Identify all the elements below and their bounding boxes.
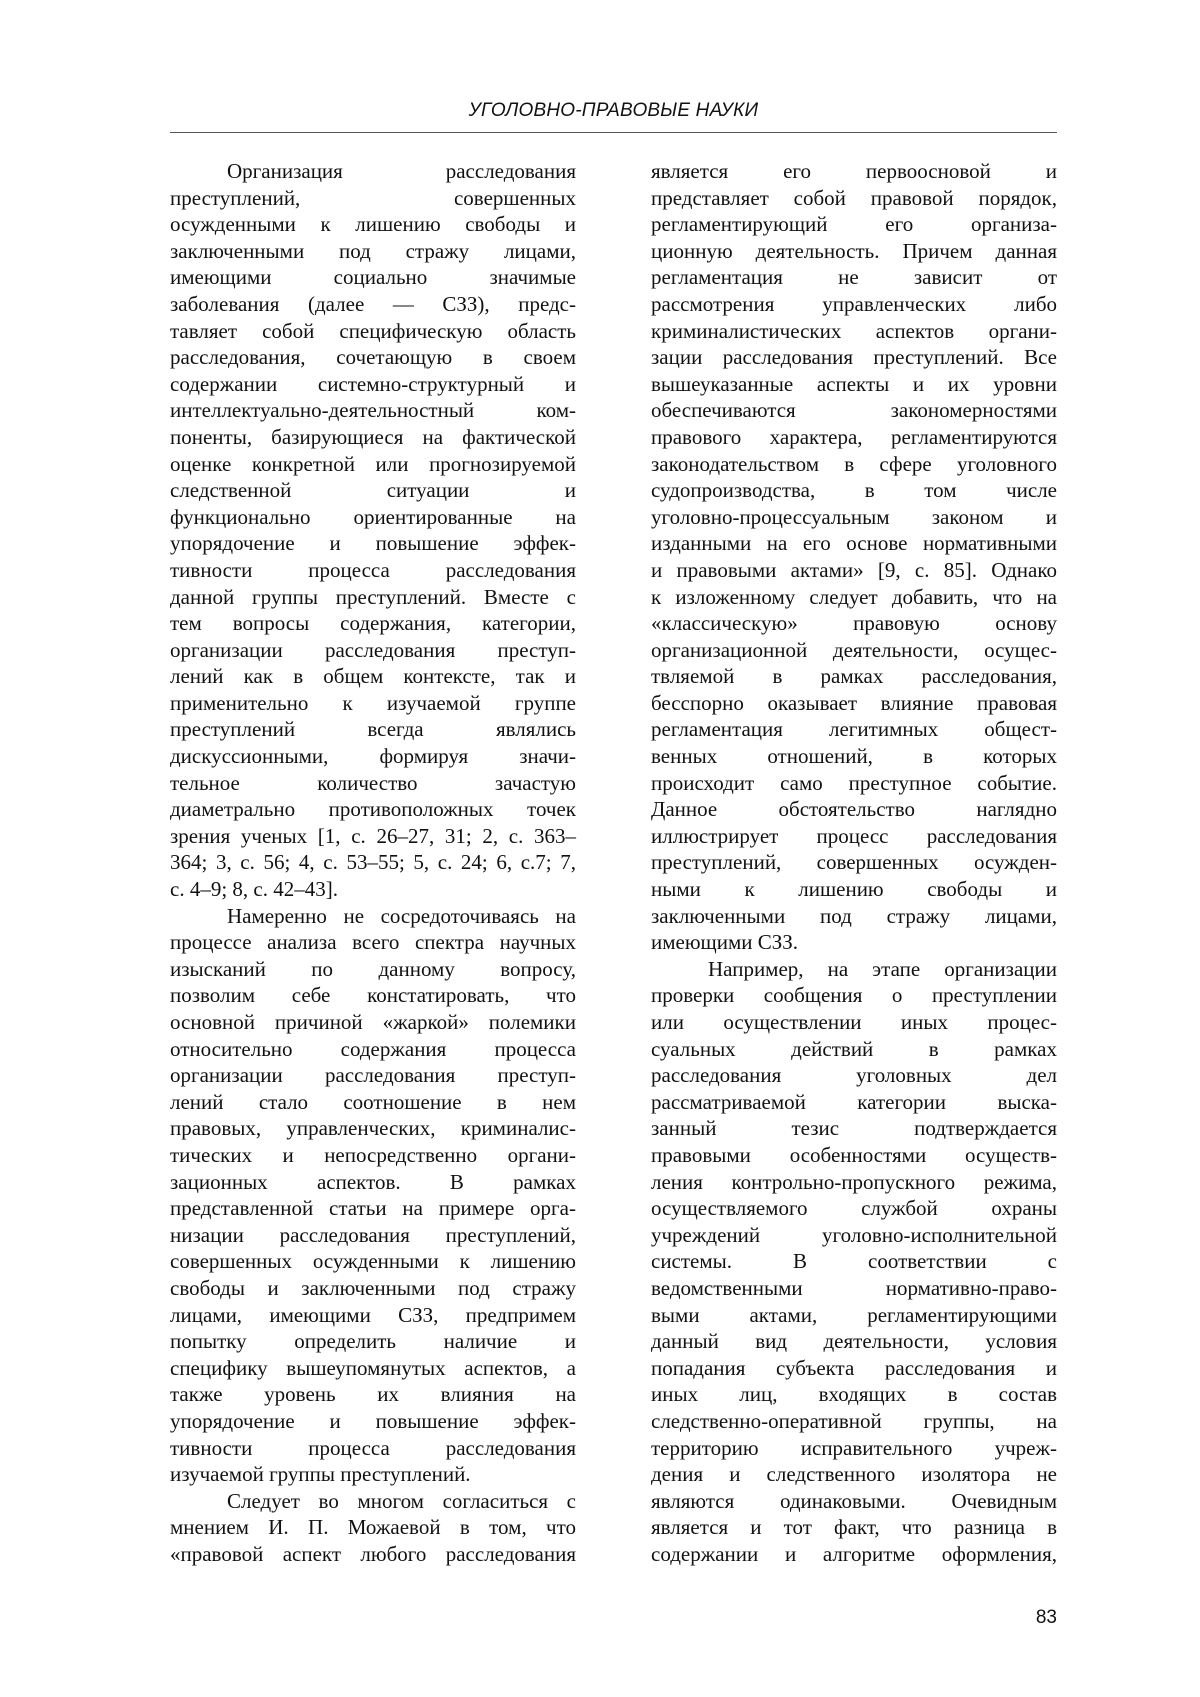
text-line: преступлений, совершенных осужден- [651, 850, 1057, 875]
text-line: учреждений уголовно-исполнительной [651, 1222, 1057, 1247]
text-line: применительно к изучаемой группе [170, 690, 576, 715]
text-line: уголовно-процессуальным законом и [651, 504, 1057, 529]
text-line: выми актами, регламентирующими [651, 1302, 1057, 1327]
text-line: изучаемой группы преступлений. [170, 1462, 471, 1487]
text-line: Намеренно не сосредоточиваясь на [227, 903, 576, 928]
text-line: зрения ученых [1, с. 26–27, 31; 2, с. 363– [170, 823, 576, 848]
text-line: «классическую» правовую основу [651, 611, 1057, 636]
text-line: рассматриваемой категории выска- [651, 1089, 1057, 1114]
text-line: функционально ориентированные на [170, 504, 576, 529]
text-line: попытку определить наличие и [170, 1329, 576, 1354]
text-line: расследования уголовных дел [651, 1063, 1057, 1088]
text-line: Например, на этапе организации [708, 956, 1057, 981]
text-line: иллюстрирует процесс расследования [651, 823, 1057, 848]
text-line: законодательством в сфере уголовного [651, 451, 1057, 476]
text-line: осужденными к лишению свободы и [170, 212, 576, 237]
text-line: проверки сообщения о преступлении [651, 983, 1057, 1008]
text-line: низации расследования преступлений, [170, 1222, 576, 1247]
text-line: организации расследования преступ- [170, 637, 576, 662]
text-line: тивности процесса расследования [170, 1435, 576, 1460]
text-line: являются одинаковыми. Очевидным [651, 1488, 1057, 1513]
text-line: упорядочение и повышение эффек- [170, 1408, 576, 1433]
text-line: преступлений, совершенных [170, 185, 576, 210]
text-line: относительно содержания процесса [170, 1036, 576, 1061]
text-line: и правовыми актами» [9, с. 85]. Однако [651, 557, 1057, 582]
text-line: оценке конкретной или прогнозируемой [170, 451, 576, 476]
text-line: тем вопросы содержания, категории, [170, 611, 576, 636]
text-line: является и тот факт, что разница в [651, 1515, 1057, 1540]
text-line: регламентация не зависит от [651, 265, 1057, 290]
text-line: территорию исправительного учреж- [651, 1435, 1057, 1460]
text-line: тивности процесса расследования [170, 557, 576, 582]
text-line: регламентирующий его организа- [651, 212, 1057, 237]
text-line: ционную деятельность. Причем данная [651, 238, 1057, 263]
text-line: заболевания (далее — СЗЗ), предс- [170, 291, 576, 316]
text-line: дискуссионными, формируя значи- [170, 744, 576, 769]
text-line: тельное количество зачастую [170, 770, 576, 795]
text-line: иных лиц, входящих в состав [651, 1382, 1057, 1407]
text-line: следственно-оперативной группы, на [651, 1408, 1057, 1433]
text-line: рассмотрения управленческих либо [651, 291, 1057, 316]
text-line: системы. В соответствии с [651, 1249, 1057, 1274]
right-text-column [651, 158, 1057, 1567]
text-line: расследования, сочетающую в своем [170, 345, 576, 370]
text-line: представляет собой правовой порядок, [651, 185, 1057, 210]
text-line: 364; 3, с. 56; 4, с. 53–55; 5, с. 24; 6, с.7; 7, [170, 850, 576, 875]
text-line: специфику вышеупомянутых аспектов, а [170, 1355, 576, 1380]
text-line: лений как в общем контексте, так и [170, 664, 576, 689]
text-line: имеющими социально значимые [170, 265, 576, 290]
text-line: поненты, базирующиеся на фактической [170, 424, 576, 449]
text-line: интеллектуально-деятельностный ком- [170, 398, 576, 423]
text-line: содержании и алгоритме оформления, [651, 1541, 1057, 1566]
text-line: тавляет собой специфическую область [170, 318, 576, 343]
text-line: мнением И. П. Можаевой в том, что [170, 1515, 576, 1540]
text-line: Данное обстоятельство наглядно [651, 797, 1057, 822]
text-line: содержании системно-структурный и [170, 371, 576, 396]
text-line: следственной ситуации и [170, 478, 576, 503]
text-line: преступлений всегда являлись [170, 717, 576, 742]
text-line: зации расследования преступлений. Все [651, 345, 1057, 370]
text-line: тических и непосредственно органи- [170, 1142, 576, 1167]
text-line: ведомственными нормативно-право- [651, 1275, 1057, 1300]
text-line: процессе анализа всего спектра научных [170, 930, 576, 955]
text-line: имеющими СЗЗ. [651, 930, 799, 955]
text-line: правового характера, регламентируются [651, 424, 1057, 449]
text-line: основной причиной «жаркой» полемики [170, 1010, 576, 1034]
text-line: данной группы преступлений. Вместе с [170, 584, 576, 609]
text-line: лений стало соотношение в нем [170, 1089, 576, 1114]
text-line: позволим себе констатировать, что [170, 983, 576, 1008]
text-line: занный тезис подтверждается [651, 1116, 1057, 1141]
text-line: свободы и заключенными под стражу [170, 1275, 576, 1300]
text-line: совершенных осужденными к лишению [170, 1249, 576, 1274]
page-number: 83 [1035, 1607, 1057, 1628]
text-line: заключенными под стражу лицами, [170, 238, 576, 263]
text-line: осуществляемого службой охраны [651, 1196, 1057, 1221]
text-line: изысканий по данному вопросу, [170, 956, 576, 981]
text-line: правовых, управленческих, криминалис- [170, 1116, 576, 1141]
text-line: Организация расследования [227, 159, 576, 183]
text-line: организационной деятельности, осущес- [651, 637, 1057, 662]
text-line: изданными на его основе нормативными [651, 531, 1057, 556]
text-line: твляемой в рамках расследования, [651, 664, 1057, 689]
text-line: происходит само преступное событие. [651, 770, 1057, 795]
text-line: лицами, имеющими СЗЗ, предпримем [170, 1302, 576, 1327]
text-line: данный вид деятельности, условия [651, 1329, 1057, 1354]
text-line: упорядочение и повышение эффек- [170, 531, 576, 556]
text-line: представленной статьи на примере орга- [170, 1196, 576, 1221]
text-line: попадания субъекта расследования и [651, 1355, 1057, 1380]
text-line: является его первоосновой и [651, 159, 1057, 183]
text-line: бесспорно оказывает влияние правовая [651, 690, 1057, 715]
text-line: ными к лишению свободы и [651, 877, 1057, 902]
text-line: также уровень их влияния на [170, 1382, 576, 1407]
text-line: «правовой аспект любого расследования [170, 1541, 576, 1566]
text-line: криминалистических аспектов органи- [651, 318, 1057, 343]
text-line: судопроизводства, в том числе [651, 478, 1057, 503]
text-line: правовыми особенностями осуществ- [651, 1142, 1057, 1167]
text-line: заключенными под стражу лицами, [651, 903, 1057, 928]
text-line: вышеуказанные аспекты и их уровни [651, 371, 1057, 396]
running-title: УГОЛОВНО-ПРАВОВЫЕ НАУКИ [468, 100, 759, 121]
header-rule [170, 132, 1057, 133]
text-line: обеспечиваются закономерностями [651, 398, 1057, 423]
text-line: или осуществлении иных процес- [651, 1010, 1057, 1034]
left-text-column [170, 158, 576, 1567]
text-line: регламентация легитимных общест- [651, 717, 1057, 742]
text-line: организации расследования преступ- [170, 1063, 576, 1088]
text-line: ления контрольно-пропускного режима, [651, 1169, 1057, 1194]
text-line: с. 4–9; 8, с. 42–43]. [170, 877, 338, 902]
text-line: зационных аспектов. В рамках [170, 1169, 576, 1194]
text-line: Следует во многом согласиться с [227, 1488, 576, 1513]
text-line: дения и следственного изолятора не [651, 1462, 1057, 1487]
text-line: диаметрально противоположных точек [170, 797, 576, 822]
text-line: к изложенному следует добавить, что на [651, 584, 1057, 609]
text-line: венных отношений, в которых [651, 744, 1057, 769]
text-line: суальных действий в рамках [651, 1036, 1057, 1061]
